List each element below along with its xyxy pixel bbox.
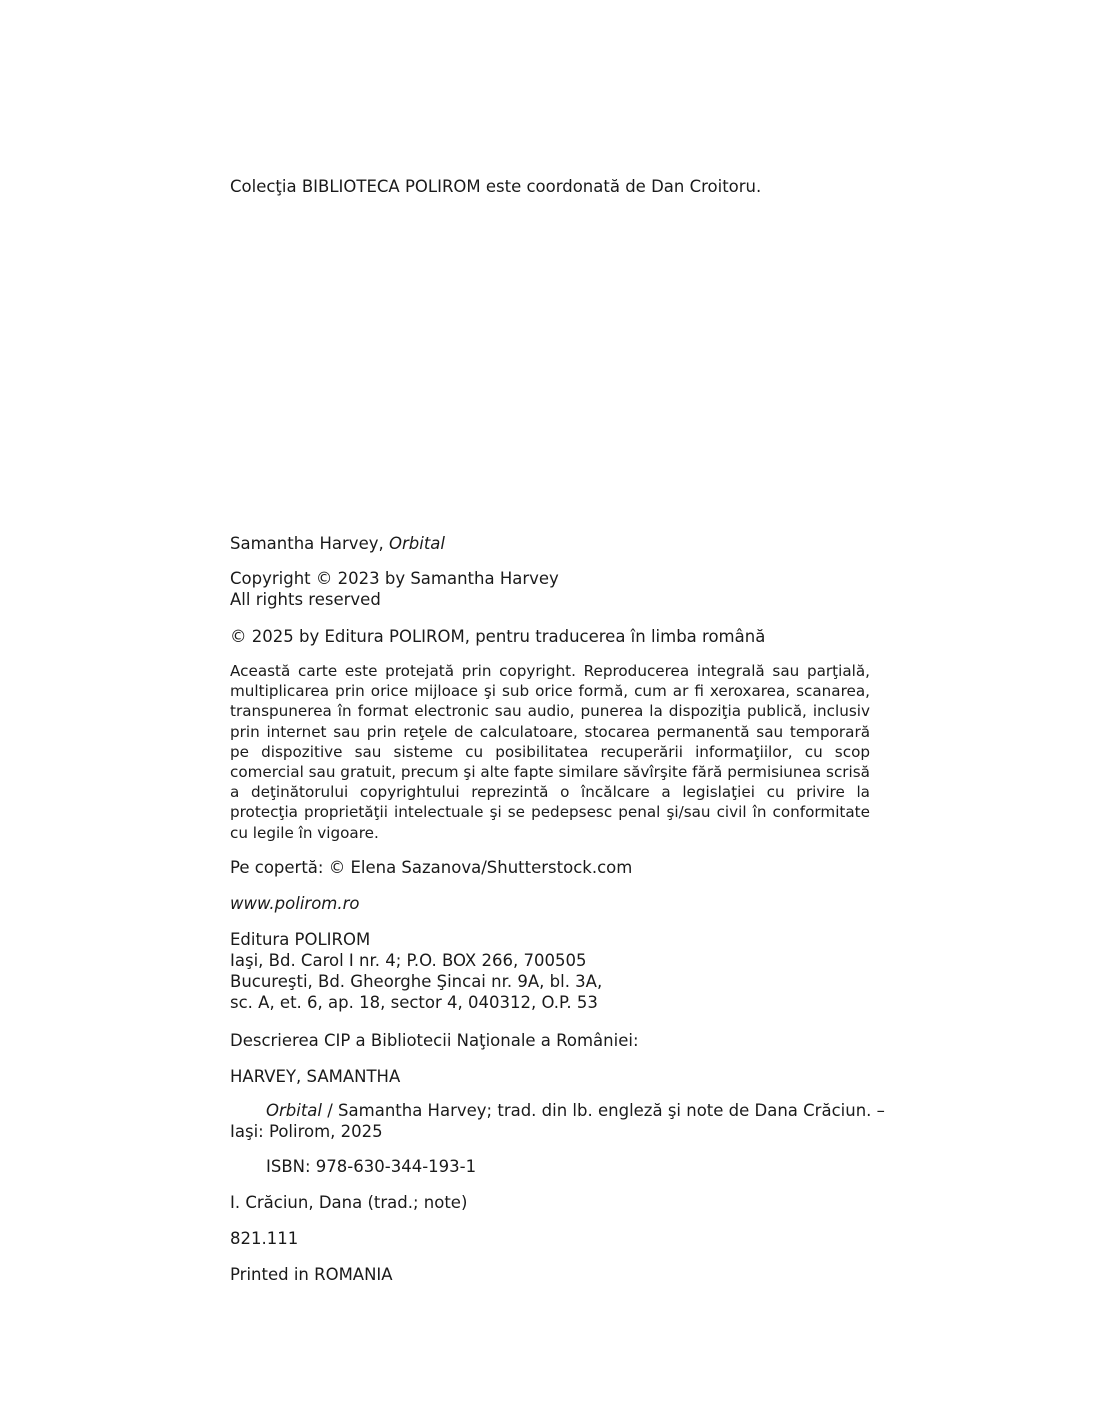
publisher-address (230, 929, 870, 1013)
cip-author-heading: HARVEY, SAMANTHA (230, 1067, 401, 1086)
printed-in: Printed in ROMANIA (230, 1265, 393, 1284)
legal-notice: Această carte este protejată prin copyright. Reproducerea integrală sau parţială, multiplicarea prin orice mijloace şi sub orice formă, cum ar fi xeroxarea, scanarea, transpunerea în format electronic sau audio, punerea la dispoziţia publică, inclusiv prin internet sau prin reţele de calculatoare, stocarea permanentă sau temporară pe dispozitive sau sisteme cu posibilitatea recuperării informaţiilor, cu scop comercial sau gratuit, precum şi alte fapte similare săvîrşite fără permisiunea scrisă a deţinătorului copyrightului reprezintă o încălcare a legislaţiei cu privire la protecţia proprietăţii intelectuale şi se pedepsesc penal şi/sau civil în conformitate cu legile în vigoare. (230, 662, 870, 842)
cip-classification: 821.111 (230, 1229, 299, 1248)
translation-copyright: © 2025 by Editura POLIROM, pentru traducerea în limba română (230, 627, 766, 646)
publisher-name: Editura POLIROM (230, 930, 371, 949)
publisher-website: www.polirom.ro (230, 894, 360, 913)
cip-heading: Descrierea CIP a Bibliotecii Naţionale a României: (230, 1031, 639, 1050)
cip-entry-title: Orbital (266, 1101, 322, 1120)
cip-entry (230, 1100, 885, 1142)
collection-note: Colecţia BIBLIOTECA POLIROM este coordonată de Dan Croitoru. (230, 177, 762, 196)
rights-reserved: All rights reserved (230, 590, 381, 609)
copyright-block (230, 568, 870, 610)
cip-entry-line (230, 1100, 885, 1121)
book-author: Samantha Harvey, (230, 534, 384, 553)
cover-credit: Pe copertă: © Elena Sazanova/Shutterstock.com (230, 858, 633, 877)
book-credit (230, 533, 870, 554)
cip-entry-imprint: Iaşi: Polirom, 2025 (230, 1122, 383, 1141)
cip-entry-statement: / Samantha Harvey; trad. din lb. engleză şi note de Dana Crăciun. – (322, 1101, 885, 1120)
address-line-3: sc. A, et. 6, ap. 18, sector 4, 040312, O.P. 53 (230, 993, 598, 1012)
copyright-original: Copyright © 2023 by Samantha Harvey (230, 569, 559, 588)
cip-translator: I. Crăciun, Dana (trad.; note) (230, 1193, 468, 1212)
book-title: Orbital (389, 534, 445, 553)
cip-isbn: ISBN: 978-630-344-193-1 (266, 1157, 477, 1176)
address-line-1: Iaşi, Bd. Carol I nr. 4; P.O. BOX 266, 700505 (230, 951, 587, 970)
address-line-2: Bucureşti, Bd. Gheorghe Şincai nr. 9A, bl. 3A, (230, 972, 603, 991)
